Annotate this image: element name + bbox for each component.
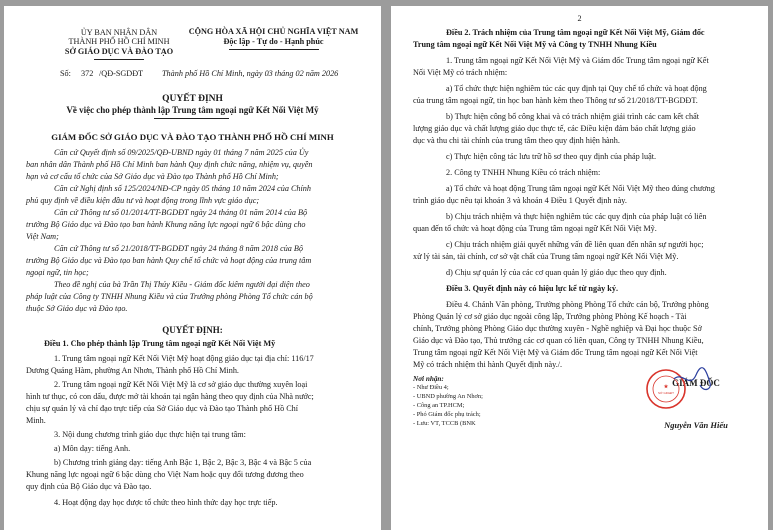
- article-2-line: c) Chịu trách nhiệm giải quyết những vấn đề liên quan đến nhân sự người học;: [446, 240, 704, 249]
- article-1-line: chịu sự quản lý và chỉ đạo trực tiếp của Sở Giáo dục và Đào tạo Thành phố Hồ Chí: [26, 404, 299, 413]
- page-number: 2: [577, 14, 582, 23]
- article-2-line: Nối Việt Mỹ có trách nhiệm:: [413, 68, 508, 77]
- doc-subject: Về việc cho phép thành lập Trung tâm ngoại ngữ Kết Nối Việt Mỹ: [66, 105, 319, 115]
- article-1-line: Khung năng lực ngoại ngữ 6 bậc dùng cho Việt Nam hoặc quy đổi tương đương theo: [26, 470, 304, 479]
- article-1-line: 4. Hoạt động dạy học được tổ chức theo hình thức dạy học trực tiếp.: [54, 498, 278, 507]
- place-date: Thành phố Hồ Chí Minh, ngày 03 tháng 02 năm 2026: [162, 69, 339, 78]
- article-2-line: c) Thực hiện công tác lưu trữ hồ sơ theo quy định của pháp luật.: [446, 152, 657, 161]
- article-2-title-cont: Trung tâm ngoại ngữ Kết Nối Việt Mỹ và Công ty TNHH Nhung Kiều: [413, 40, 657, 49]
- article-2-line: lượng giáo dục và chất lượng giáo dục thực tế, các Điều kiện đảm bảo chất lượng giáo: [413, 124, 696, 133]
- basis-line: Căn cứ Nghị định số 125/2024/NĐ-CP ngày 05 tháng 10 năm 2024 của Chính: [54, 184, 311, 193]
- article-2-line: trình giáo dục nêu tại khoản 3 và khoản 4 Điều 1 Quyết định này.: [413, 196, 627, 205]
- article-1-line: Dương Quảng Hàm, phường An Nhơn, Thành phố Hồ Chí Minh.: [26, 366, 239, 375]
- basis-line: Căn cứ Thông tư số 01/2014/TT-BGDĐT ngày 24 tháng 01 năm 2014 của Bộ: [54, 208, 308, 217]
- so-number: 372: [81, 69, 94, 78]
- article-4-line: Mỹ có trách nhiệm thi hành Quyết định này./.: [413, 360, 563, 369]
- basis-line: Căn cứ Thông tư số 21/2018/TT-BGDĐT ngày 24 tháng 8 năm 2018 của Bộ: [54, 244, 304, 253]
- recipients-title: Nơi nhận:: [413, 375, 444, 383]
- article-2-line: quan đến tổ chức và hoạt động của Trung tâm ngoại ngữ Kết Nối Việt Mỹ.: [413, 224, 657, 233]
- subject-underline: [154, 118, 229, 119]
- basis-line: Việt Nam;: [26, 232, 59, 241]
- recipient-item: - Phó Giám đốc phụ trách;: [413, 411, 481, 418]
- article-4-line: Trung tâm ngoại ngữ Kết Nối Việt Mỹ và Giám đốc Trung tâm ngoại ngữ Kết Nối Việt: [413, 348, 698, 357]
- article-1-line: 2. Trung tâm ngoại ngữ Kết Nối Việt Mỹ là cơ sở giáo dục thường xuyên loại: [54, 380, 308, 389]
- doc-type: QUYẾT ĐỊNH: [162, 94, 223, 104]
- signer-name: Nguyễn Văn Hiếu: [664, 420, 728, 430]
- article-2-line: 2. Công ty TNHH Nhung Kiều có trách nhiệm:: [446, 168, 601, 177]
- article-2-line: b) Chịu trách nhiệm và thực hiện nghiêm túc các quy định của pháp luật có liên: [446, 212, 707, 221]
- agency-line-2: THÀNH PHỐ HỒ CHÍ MINH: [68, 37, 170, 46]
- document-page-1: [4, 6, 381, 530]
- so-code: /QĐ-SGDĐT: [99, 69, 144, 78]
- article-1-line: b) Chương trình giảng dạy: tiếng Anh Bậc 1, Bậc 2, Bậc 3, Bậc 4 và Bậc 5 của: [54, 458, 312, 467]
- article-2-line: b) Thực hiện công bố công khai và có trách nhiệm giải trình các cam kết chất: [446, 112, 700, 121]
- seal-center-text: SỞ GD&ĐT: [658, 391, 674, 395]
- basis-line: thuộc Sở Giáo dục và Đào tạo.: [26, 304, 128, 313]
- basis-line: Theo đề nghị của bà Trần Thị Thúy Kiều - Giám đốc kiêm người đại diện theo: [54, 280, 310, 289]
- article-2-line: 1. Trung tâm ngoại ngữ Kết Nối Việt Mỹ và Giám đốc Trung tâm ngoại ngữ Kết: [446, 56, 709, 65]
- article-1-line: 1. Trung tâm ngoại ngữ Kết Nối Việt Mỹ hoạt động giáo dục tại địa chỉ: 116/17: [54, 354, 314, 363]
- decide-heading: QUYẾT ĐỊNH:: [162, 325, 223, 335]
- article-4-line: Phòng Quản lý cơ sở giáo dục ngoài công lập, Trưởng phòng Phòng Kế hoạch - Tài: [413, 312, 687, 321]
- article-2-line: xử lý tài sản, tài chính, cơ sở vật chất của Trung tâm ngoại ngữ Kết Nối Việt Mỹ.: [413, 252, 679, 261]
- article-2-line: a) Tổ chức thực hiện nghiêm túc các quy định tại Quy chế tổ chức và hoạt động: [446, 84, 707, 93]
- handwritten-signature-icon: [674, 368, 710, 390]
- article-4-line: chính, Trưởng phòng Phòng Giáo dục thường xuyên - Nghề nghiệp và Đại học thuộc Sở: [413, 324, 702, 333]
- recipient-item: - Công an TP.HCM;: [413, 402, 465, 409]
- basis-line: ngoại ngữ, tin học;: [26, 268, 89, 277]
- article-4-line: Điều 4. Chánh Văn phòng, Trưởng phòng Phòng Tổ chức cán bộ, Trưởng phòng: [446, 300, 709, 309]
- signer-title: GIÁM ĐỐC: [672, 378, 720, 388]
- article-2-line: a) Tổ chức và hoạt động Trung tâm ngoại ngữ Kết Nối Việt Mỹ theo đúng chương: [446, 184, 715, 193]
- basis-line: trưởng Bộ Giáo dục và Đào tạo ban hành Quy chế tổ chức và hoạt động của trung tâm: [26, 256, 312, 265]
- basis-line: hạn và cơ cấu tổ chức của Sở Giáo dục và Đào tạo Thành phố Hồ Chí Minh;: [26, 172, 279, 181]
- recipient-item: - UBND phường An Nhơn;: [413, 393, 483, 400]
- article-2-title: Điều 2. Trách nhiệm của Trung tâm ngoại ngữ Kết Nối Việt Mỹ, Giám đốc: [446, 28, 705, 37]
- agency-line-1: ỦY BAN NHÂN DÂN: [80, 28, 158, 37]
- basis-line: phủ quy định về điều kiện đầu tư và hoạt động trong lĩnh vực giáo dục;: [26, 196, 260, 205]
- article-1-title: Điều 1. Cho phép thành lập Trung tâm ngoại ngữ Kết Nối Việt Mỹ: [44, 339, 276, 348]
- official-seal-signature: [644, 349, 724, 419]
- article-1-line: a) Môn dạy: tiếng Anh.: [54, 444, 131, 453]
- document-page-2: [391, 6, 768, 530]
- basis-line: trưởng Bộ Giáo dục và Đào tạo ban hành Khung năng lực ngoại ngữ 6 bậc dùng cho: [26, 220, 306, 229]
- nation-line-1: CỘNG HÒA XÃ HỘI CHỦ NGHĨA VIỆT NAM: [188, 27, 359, 36]
- seal-star-icon: ★: [663, 384, 669, 390]
- agency-underline: [94, 59, 144, 60]
- basis-line: pháp luật của Công ty TNHH Nhung Kiều và của Trưởng phòng Phòng Tổ chức cán bộ: [26, 292, 313, 301]
- article-3: Điều 3. Quyết định này có hiệu lực kể từ ngày ký.: [446, 284, 619, 293]
- recipient-item: - Như Điều 4;: [413, 384, 449, 391]
- nation-underline: [229, 49, 319, 50]
- nation-line-2: Độc lập - Tự do - Hạnh phúc: [223, 37, 324, 46]
- article-2-line: dục và thu chi tài chính của trung tâm theo quy định hiện hành.: [413, 136, 620, 145]
- authority: GIÁM ĐỐC SỞ GIÁO DỤC VÀ ĐÀO TẠO THÀNH PHỐ HỒ CHÍ MINH: [51, 132, 334, 142]
- article-1-line: quy định của Bộ Giáo dục và Đào tạo.: [26, 482, 152, 491]
- article-1-line: hình tư thục, có con dấu, được mở tài khoản tại ngân hàng theo quy định của Nhà nước;: [26, 392, 314, 401]
- article-2-line: của trung tâm ngoại ngữ, tin học ban hành kèm theo Thông tư số 21/2018/TT-BGDĐT.: [413, 96, 698, 105]
- basis-line: ban nhân dân Thành phố Hồ Chí Minh ban hành Quy định chức năng, nhiệm vụ, quyền: [26, 160, 313, 169]
- article-1-line: Minh.: [26, 416, 46, 425]
- article-4-line: Giáo dục và Đào tạo, Thủ trưởng các cơ quan có liên quan, Công ty TNHH Nhung Kiều,: [413, 336, 704, 345]
- so-label: Số:: [60, 69, 71, 78]
- basis-line: Căn cứ Quyết định số 09/2025/QĐ-UBND ngày 01 tháng 7 năm 2025 của Ủy: [54, 148, 309, 157]
- recipient-item: - Lưu: VT, TCCB (BNK: [413, 420, 476, 427]
- agency-line-3: SỞ GIÁO DỤC VÀ ĐÀO TẠO: [64, 47, 174, 56]
- article-2-line: d) Chịu sự quản lý của các cơ quan quản lý giáo dục theo quy định.: [446, 268, 667, 277]
- article-1-line: 3. Nội dung chương trình giáo dục thực hiện tại trung tâm:: [54, 430, 246, 439]
